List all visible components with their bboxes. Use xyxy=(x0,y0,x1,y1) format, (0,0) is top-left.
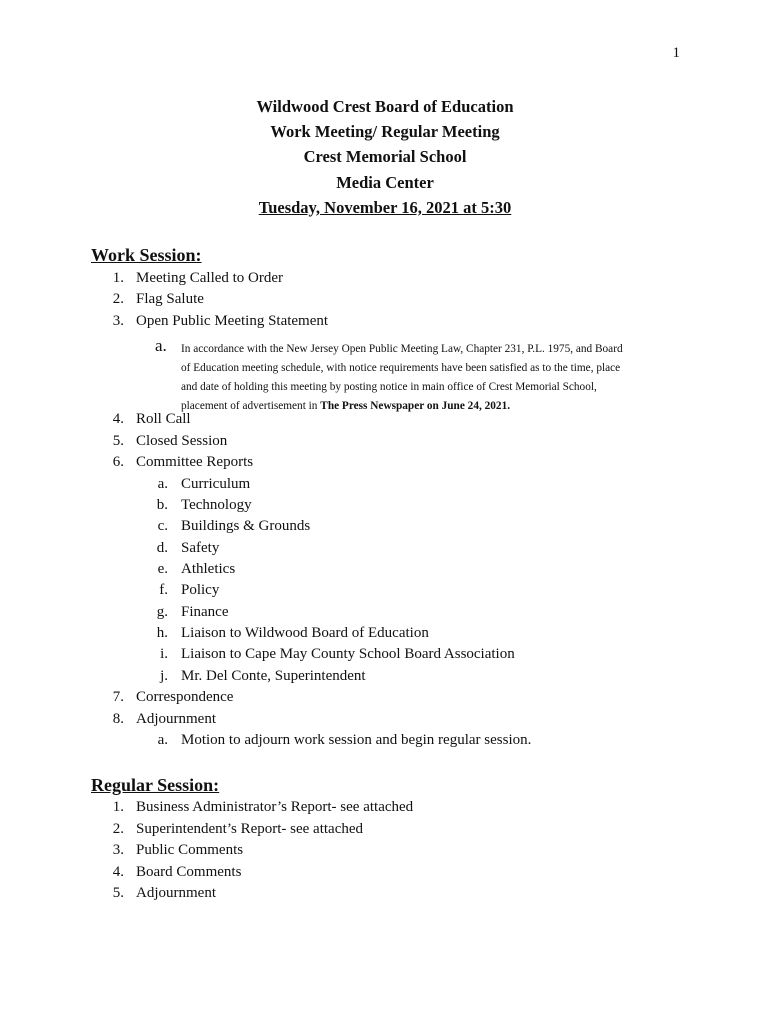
meeting-type: Work Meeting/ Regular Meeting xyxy=(270,122,500,142)
location: Media Center xyxy=(336,172,434,192)
agenda-page: 1 Wildwood Crest Board of Education Work Meeting/ Regular Meeting Crest Memorial School Media Center Tuesday, November 16, 2021 at 5:30 Work Session: 1. Meeting Called to Order 2. Flag Salute 3. Open Public Meeting Statement a. In accordance with the New Jersey Open Public Meeting Law, Chapter 231, P.L. 1975, and Board of Education meeting schedule, with notice requirements have been satisfied as to the time, place and date of holding this meeting by posting notice in main office of Crest Memorial School, placement of advertisement in The Press Newspaper on June 24, 2021. 4. Roll Call 5. Closed Session 6. Committee Reports a. Curriculum b. Technology c. Buildings & Grounds d. Safety e. Athletics f. Policy g. Finance h. Liaison to Wildwood Board of Education i. Liaison to Cape May County School Board Association j. Mr. Del Conte, Superintendent 7. Correspondence 8. Adjournment a. Motion to adjourn work session and begin regular session. Regular Session: 1. Business Administrator’s Report- see attached 2. Superintendent’s Report- see attached 3. Public Comments 4. Board Comments 5. Adjournment xyxy=(0,0,770,1024)
regular-session-title: Regular Session: xyxy=(91,775,220,795)
statement-letter: a. xyxy=(155,336,167,355)
page-number: 1 xyxy=(672,45,680,61)
school-name: Crest Memorial School xyxy=(303,147,467,167)
meeting-date: Tuesday, November 16, 2021 at 5:30 xyxy=(258,197,512,217)
document-header xyxy=(0,94,770,220)
work-session-title: Work Session: xyxy=(91,245,202,265)
board-name: Wildwood Crest Board of Education xyxy=(256,97,514,116)
open-meeting-statement: In accordance with the New Jersey Open Public Meeting Law, Chapter 231, P.L. 1975, and Board of Education meeting schedule, with notice requirements have been satisfied as to the time, place and date of holding this meeting by posting notice in main office of Crest Memorial School, placement of advertisement in The Press Newspaper on June 24, 2021. xyxy=(181,343,623,412)
